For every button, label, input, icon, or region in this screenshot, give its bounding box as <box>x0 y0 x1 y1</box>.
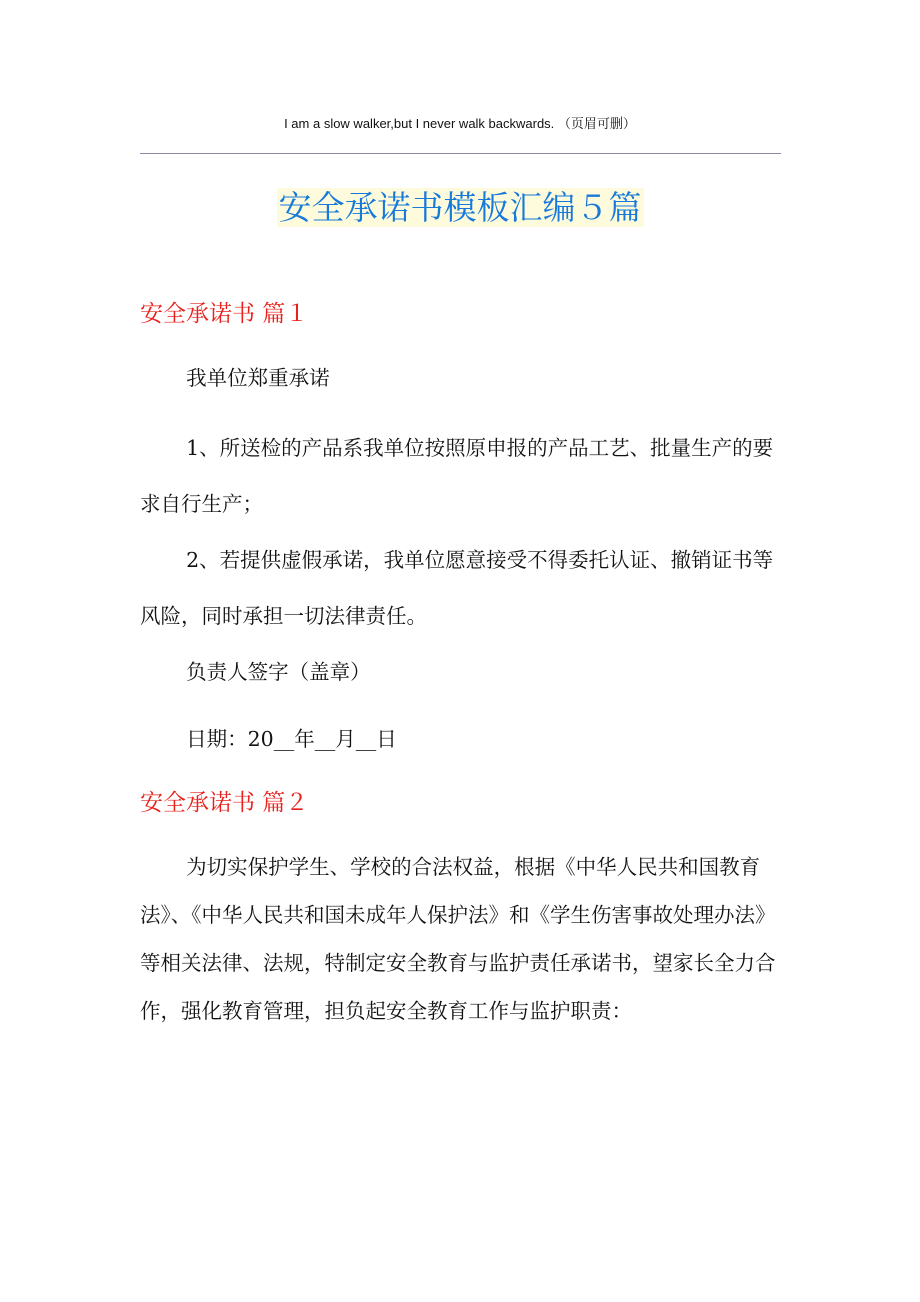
date-line: 日期：20__年__月__日 <box>186 727 397 751</box>
page-header: I am a slow walker,but I never walk backwards. （页眉可删） <box>284 116 636 131</box>
header-divider <box>140 153 781 154</box>
signature-line: 负责人签字（盖章） <box>186 660 371 684</box>
section-heading-2: 安全承诺书 篇２ <box>140 790 309 816</box>
paragraph: 1、所送检的产品系我单位按照原申报的产品工艺、批量生产的要求自行生产； <box>140 436 774 516</box>
document-title-text: 安全承诺书模板汇编５篇 <box>278 188 642 227</box>
paragraph: 我单位郑重承诺 <box>186 366 330 390</box>
section-heading-1: 安全承诺书 篇１ <box>140 301 309 327</box>
document-title <box>0 184 920 232</box>
paragraph: 2、若提供虚假承诺，我单位愿意接受不得委托认证、撤销证书等风险，同时承担一切法律责任。 <box>140 548 774 628</box>
paragraph: 为切实保护学生、学校的合法权益，根据《中华人民共和国教育法》、《中华人民共和国未成年人保护法》和《学生伤害事故处理办法》等相关法律、法规，特制定安全教育与监护责任承诺书，望家长全力合作，强化教育管理，担负起安全教育工作与监护职责： <box>140 855 776 1023</box>
